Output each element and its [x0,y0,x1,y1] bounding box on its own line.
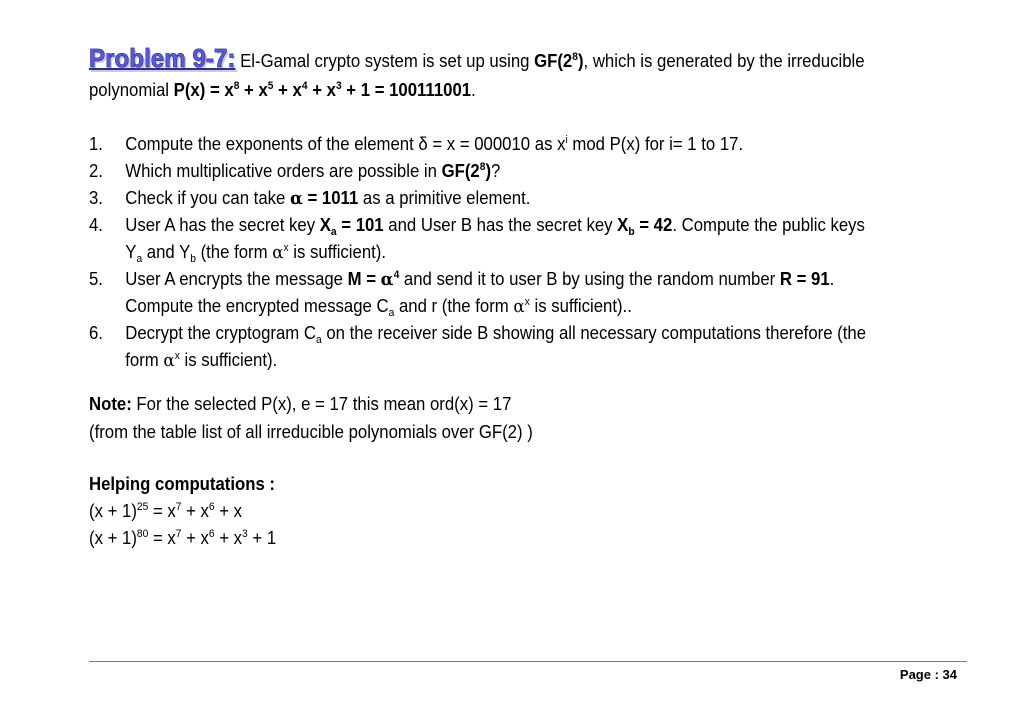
field-gf: $GF(2^8)$ [534,51,584,71]
polynomial-lead: polynomial [89,80,174,100]
list-item: 6. Decrypt the cryptogram $C_a$ on the receiver side B showing all necessary computations therefore (the form $\alpha^x$ is sufficient). [89,323,867,371]
list-item: 1. Compute the exponents of the element δ = x = 000010 as $x^i$ mod P(x) for i= 1 to 17. [89,134,744,154]
task-list [89,131,959,374]
note-section [89,390,959,446]
helping-line-1: $(x + 1)^{25} = x^7 + x^6 + x$ [89,501,243,521]
problem-title: Problem 9-7 [89,43,228,73]
alpha-symbol: α [272,242,284,263]
helping-line-2: $(x + 1)^{80} = x^7 + x^6 + x^3 + 1$ [89,528,277,548]
list-item: 3. Check if you can take α = 1011 as a primitive element. [89,188,531,209]
problem-title-colon: : [227,43,236,73]
list-item: 4. User A has the secret key $X_a = 101$ and User B has the secret key $X_b = 42$. Compute the public keys $Y_a$ and $Y_b$ (the form $\alpha^x$ is sufficient). [89,215,865,265]
alpha-symbol: α [513,296,525,317]
footer-divider [89,661,967,662]
helping-heading: Helping computations : [89,474,275,494]
intro-text-end: , which is generated by the irreducible [583,51,865,71]
alpha-symbol: α [380,269,394,290]
alpha-symbol: α [289,188,303,209]
note-label: Note: [89,394,132,414]
page-number: Page : 34 [899,667,957,682]
intro-text: El-Gamal crypto system is set up using [235,51,535,71]
note-line-2: (from the table list of all irreducible polynomials over GF(2) ) [89,422,533,442]
helping-computations [89,471,959,552]
list-item: 2. Which multiplicative orders are possible in $GF(2^8)$? [89,161,501,181]
polynomial-formula: $P(x) = x^8 + x^5 + x^4 + x^3 + 1 = 100111001$ [173,80,472,100]
note-line-1: For the selected P(x), e = 17 this mean ord(x) = 17 [131,394,512,414]
list-item: 5. User A encrypts the message $M = \alpha^4$ and send it to user B by using the random number R = 91. Compute the encrypted message $C_a$ and r (the form $\alpha^x$ is sufficient).. [89,269,835,319]
problem-header: Problem 9-7: El-Gamal crypto system is set up using $GF(2^8)$, which is generated by the irreducible polynomial $P(x) = x^8 + x^5 + x^4 + x^3 + 1 = 100111001$. [89,43,865,100]
alpha-symbol: α [163,350,175,371]
